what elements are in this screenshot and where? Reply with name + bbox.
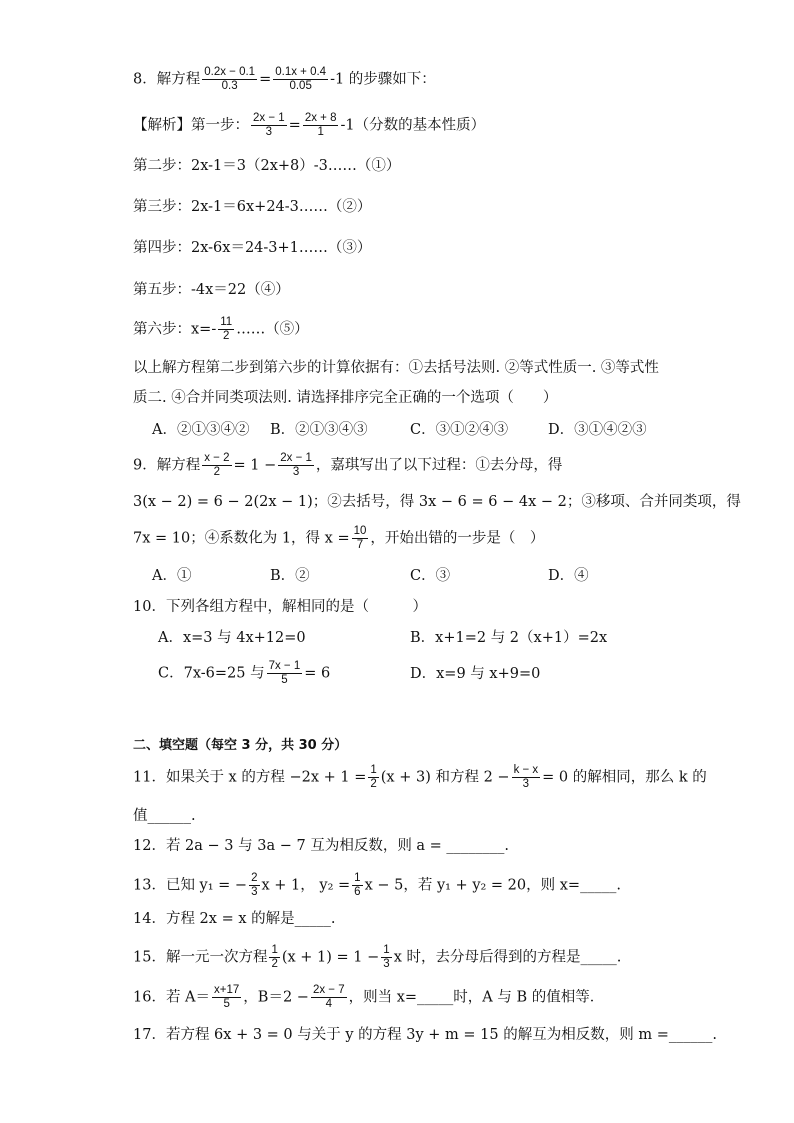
q9-frac2-den: 3 — [292, 466, 300, 478]
q16-frac2-den: 4 — [325, 998, 332, 1010]
q8-step1-frac1-den: 3 — [265, 126, 273, 138]
q8-option-c[interactable]: C．③①②④③ — [410, 422, 509, 438]
q11-mid: (x + 3) 和方程 2 − — [380, 769, 510, 786]
q15-frac2-num: 1 — [383, 944, 390, 956]
q8-step1-frac1-num: 2x − 1 — [253, 112, 285, 124]
q11-stem — [133, 764, 707, 791]
q8-step1-frac2 — [303, 112, 339, 139]
q8-step1-frac1 — [251, 112, 287, 139]
q16-mid: ，B＝2 − — [243, 989, 309, 1006]
q16-frac1 — [212, 984, 241, 1011]
q8-step2: 第二步：2x-1＝3（2x+8）-3……（①） — [133, 158, 401, 174]
q9-frac1 — [202, 452, 231, 479]
q11-frac1 — [368, 764, 378, 791]
q15-frac1 — [269, 944, 279, 971]
q8-basis-line1: 以上解方程第二步到第六步的计算依据有：①去括号法则. ②等式性质一. ③等式性 — [133, 360, 659, 376]
q10-optc-suffix: = 6 — [304, 665, 331, 682]
q8-fraction-1 — [202, 66, 257, 93]
q10-optc-den: 5 — [281, 674, 288, 686]
q13-frac1-den: 3 — [251, 886, 258, 898]
q8-fraction-2 — [273, 66, 328, 93]
q10-option-a[interactable]: A．x=3 与 4x+12=0 — [158, 630, 306, 646]
q8-step6-den: 2 — [223, 330, 230, 342]
q10-optc-frac — [267, 660, 303, 687]
q8-step4: 第四步：2x-6x＝24-3+1……（③） — [133, 240, 372, 256]
q8-frac1-den: 0.3 — [221, 80, 238, 92]
q8-suffix: -1 的步骤如下： — [330, 71, 436, 88]
q9-mid: = 1 − — [233, 457, 277, 474]
q9-frac2 — [278, 452, 314, 479]
q15-frac2-den: 3 — [383, 958, 390, 970]
q9-line3-frac — [352, 525, 369, 552]
q11-frac2 — [512, 764, 541, 791]
q9-frac1-num: x − 2 — [204, 452, 230, 464]
q8-prefix: 8．解方程 — [133, 71, 201, 88]
q15-stem — [133, 944, 621, 971]
q16-suffix: ，则当 x=_____时，A 与 B 的值相等． — [348, 989, 605, 1006]
q8-step5: 第五步：-4x＝22（④） — [133, 282, 290, 298]
q10-optc-num: 7x − 1 — [268, 660, 301, 672]
q9-frac1-den: 2 — [213, 466, 221, 478]
q9-frac2-num: 2x − 1 — [280, 452, 312, 464]
q8-step6-num: 11 — [220, 316, 233, 328]
q8-frac1-num: 0.2x − 0.1 — [204, 66, 256, 78]
q10-optc-prefix: C．7x-6=25 与 — [158, 665, 265, 682]
q12-stem: 12．若 2a − 3 与 3a − 7 互为相反数，则 a = ________. — [133, 838, 510, 854]
q8-option-a[interactable]: A．②①③④② — [152, 422, 250, 438]
q9-prefix: 9．解方程 — [133, 457, 201, 474]
q8-basis-line2: 质二. ④合并同类项法则. 请选择排序完全正确的一个选项（ ） — [133, 390, 558, 406]
q8-step1-eq: = — [288, 117, 301, 134]
q8-step1-prefix: 【解析】第一步： — [133, 117, 249, 134]
q16-frac1-num: x+17 — [214, 984, 240, 996]
q13-prefix: 13．已知 y₁ = − — [133, 877, 248, 894]
q17-stem: 17．若方程 6x + 3 = 0 与关于 y 的方程 3y + m = 15 的解互为相反数，则 m =______. — [133, 1027, 717, 1043]
q9-suffix: ，嘉琪写出了以下过程：①去分母，得 — [315, 457, 563, 474]
q10-option-c[interactable] — [158, 660, 330, 687]
q9-option-c[interactable]: C．③ — [410, 568, 451, 584]
q11-line2: 值______. — [133, 808, 196, 824]
q9-line3-suffix: ，开始出错的一步是（ ） — [370, 530, 545, 547]
q11-frac1-den: 2 — [370, 778, 377, 790]
q9-line3 — [133, 525, 544, 552]
q11-suffix: = 0 的解相同，那么 k 的 — [542, 769, 707, 786]
q10-option-b[interactable]: B．x+1=2 与 2（x+1）=2x — [410, 630, 608, 646]
q9-option-b[interactable]: B．② — [270, 568, 310, 584]
q9-line3-den: 7 — [356, 539, 364, 551]
q8-step3: 第三步：2x-1＝6x+24-3……（②） — [133, 199, 372, 215]
q13-frac1-num: 2 — [251, 872, 258, 884]
q9-line2: 3(x − 2) = 6 − 2(2x − 1)；②去括号，得 3x − 6 = 6 − 4x − 2；③移项、合并同类项，得 — [133, 494, 741, 510]
q8-frac2-num: 0.1x + 0.4 — [275, 66, 327, 78]
q13-frac2 — [352, 872, 362, 899]
q16-stem — [133, 984, 604, 1011]
q11-prefix: 11．如果关于 x 的方程 −2x + 1 = — [133, 769, 367, 786]
q8-step6-frac — [218, 316, 234, 343]
q8-option-d[interactable]: D．③①④②③ — [548, 422, 647, 438]
q8-step1 — [133, 112, 485, 139]
q13-frac2-den: 6 — [354, 886, 361, 898]
q16-frac2-num: 2x − 7 — [312, 984, 345, 996]
q8-step1-suffix: -1（分数的基本性质） — [340, 117, 486, 134]
q11-frac1-num: 1 — [370, 764, 377, 776]
q9-option-d[interactable]: D．④ — [548, 568, 589, 584]
q15-mid: (x + 1) = 1 − — [281, 949, 380, 966]
q13-mid: x + 1， y₂ = — [261, 877, 351, 894]
q15-frac1-num: 1 — [271, 944, 278, 956]
q11-frac2-num: k − x — [513, 764, 539, 776]
q16-prefix: 16．若 A＝ — [133, 989, 211, 1006]
q8-frac2-den: 0.05 — [289, 80, 312, 92]
q9-stem — [133, 452, 562, 479]
q13-frac1 — [249, 872, 259, 899]
q8-step6-suffix: ……（⑤） — [236, 321, 309, 338]
q14-stem: 14．方程 2x = x 的解是_____. — [133, 911, 336, 927]
q8-step1-frac2-den: 1 — [317, 126, 324, 138]
q8-step6-prefix: 第六步：x=- — [133, 321, 217, 338]
q13-stem — [133, 872, 621, 899]
q9-line3-num: 10 — [353, 525, 367, 537]
q8-step1-frac2-num: 2x + 8 — [304, 112, 337, 124]
q10-stem: 10．下列各组方程中，解相同的是（ ） — [133, 599, 427, 615]
q9-line3-prefix: 7x = 10；④系数化为 1，得 x = — [133, 530, 350, 547]
q15-frac1-den: 2 — [271, 958, 278, 970]
section-2-title: 二、填空题（每空 3 分，共 30 分） — [133, 738, 348, 753]
q8-eq: = — [259, 71, 272, 88]
q8-option-b[interactable]: B．②①③④③ — [270, 422, 368, 438]
q8-step6 — [133, 316, 309, 343]
q16-frac2 — [311, 984, 347, 1011]
q13-suffix: x − 5，若 y₁ + y₂ = 20，则 x=_____. — [364, 877, 621, 894]
q10-option-d[interactable]: D．x=9 与 x+9=0 — [410, 666, 541, 682]
q11-frac2-den: 3 — [522, 778, 530, 790]
q15-frac2 — [381, 944, 391, 971]
q13-frac2-num: 1 — [354, 872, 361, 884]
q9-option-a[interactable]: A．① — [152, 568, 192, 584]
q8-stem — [133, 66, 436, 93]
q15-prefix: 15．解一元一次方程 — [133, 949, 268, 966]
q15-suffix: x 时，去分母后得到的方程是_____. — [393, 949, 622, 966]
q16-frac1-den: 5 — [223, 998, 230, 1010]
